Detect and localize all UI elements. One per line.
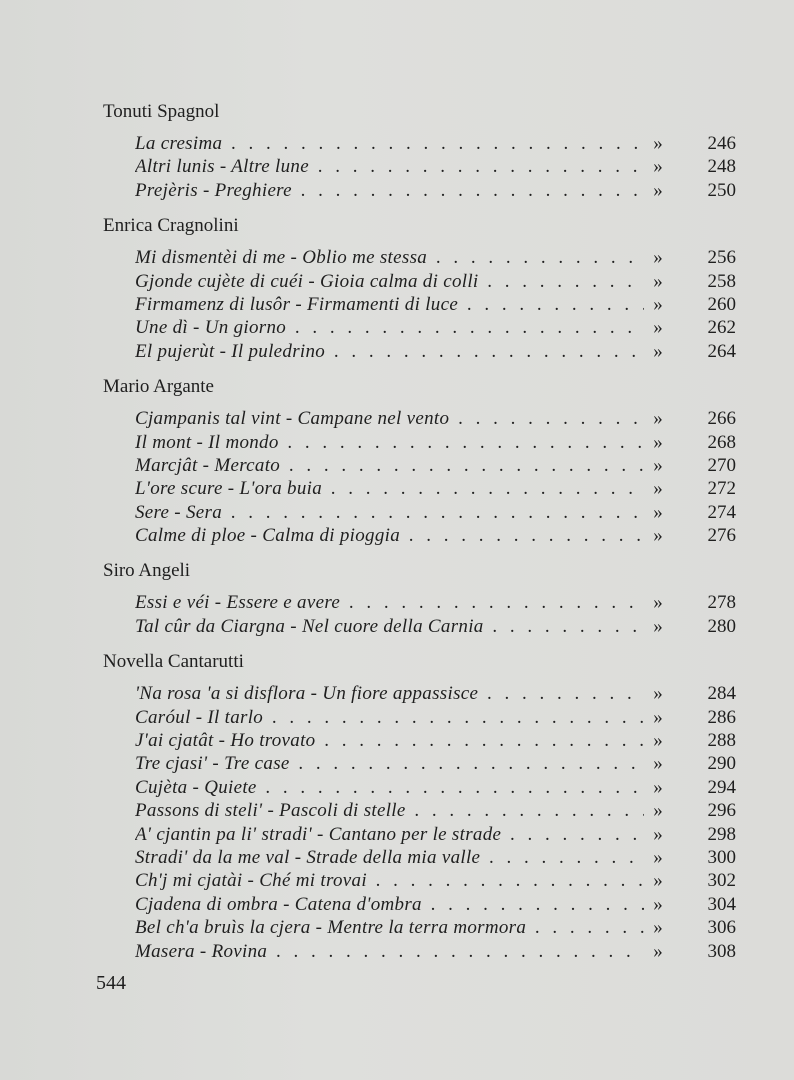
- toc-entry: [0, 179, 794, 202]
- ditto-mark: »: [653, 133, 663, 154]
- toc-entry: [0, 846, 794, 869]
- toc-entry: [0, 340, 794, 363]
- entry-page-number: 262: [707, 317, 736, 339]
- toc-section: [0, 373, 794, 547]
- entry-title: Masera - Rovina . .: [135, 940, 644, 963]
- entry-page-number: 258: [707, 270, 736, 292]
- page-number: 544: [96, 972, 126, 994]
- ditto-mark: »: [653, 753, 663, 775]
- entry-title: Cjampanis tal vint - Campane nel vento . .: [135, 407, 644, 430]
- entry-title: Une dì - Un giorno . .: [135, 316, 644, 339]
- entry-page-number: 296: [707, 800, 736, 822]
- ditto-mark: »: [653, 893, 663, 915]
- ditto-mark: »: [653, 293, 663, 315]
- author-heading: Novella Cantarutti: [103, 651, 244, 673]
- entry-list: [0, 246, 794, 363]
- entry-list: [0, 591, 794, 638]
- entry-page-number: 304: [707, 893, 736, 915]
- entry-list: [0, 132, 794, 202]
- ditto-mark: »: [653, 501, 663, 523]
- entry-title: Sere - Sera . .: [135, 501, 644, 524]
- entry-title: Cujèta - Quiete . .: [135, 776, 644, 799]
- toc-entry: [0, 591, 794, 614]
- ditto-mark: »: [653, 776, 663, 798]
- entry-title: Stradi' da la me val - Strade della mia valle . .: [135, 846, 644, 869]
- author-heading: Mario Argante: [103, 376, 214, 398]
- author-heading: Enrica Cragnolini: [103, 215, 239, 237]
- entry-page-number: 280: [707, 615, 736, 637]
- toc-entry: [0, 893, 794, 916]
- toc-entry: [0, 501, 794, 524]
- toc-entry: [0, 132, 794, 155]
- ditto-mark: »: [653, 408, 663, 430]
- toc-entry: [0, 270, 794, 293]
- toc-entry: [0, 246, 794, 269]
- entry-list: [0, 682, 794, 963]
- ditto-mark: »: [653, 730, 663, 752]
- entry-title: 'Na rosa 'a si disflora - Un fiore appassisce . .: [135, 682, 644, 705]
- toc-entry: [0, 454, 794, 477]
- entry-page-number: 286: [707, 706, 736, 728]
- ditto-mark: »: [653, 800, 663, 822]
- ditto-mark: »: [653, 592, 663, 614]
- entry-list: [0, 407, 794, 547]
- ditto-mark: »: [653, 615, 663, 637]
- entry-page-number: 272: [707, 478, 736, 500]
- table-of-contents: [0, 92, 794, 973]
- entry-page-number: 246: [707, 133, 736, 154]
- toc-entry: [0, 752, 794, 775]
- ditto-mark: »: [653, 823, 663, 845]
- ditto-mark: »: [653, 340, 663, 362]
- ditto-mark: »: [653, 454, 663, 476]
- ditto-mark: »: [653, 683, 663, 705]
- toc-entry: [0, 706, 794, 729]
- ditto-mark: »: [653, 940, 663, 962]
- ditto-mark: »: [653, 846, 663, 868]
- entry-page-number: 276: [707, 525, 736, 547]
- entry-page-number: 256: [707, 247, 736, 269]
- entry-title: Altri lunis - Altre lune . .: [135, 155, 644, 178]
- entry-page-number: 302: [707, 870, 736, 892]
- entry-title: Essi e véi - Essere e avere . .: [135, 591, 644, 614]
- entry-title: L'ore scure - L'ora buia . .: [135, 477, 644, 500]
- ditto-mark: »: [653, 247, 663, 269]
- toc-entry: [0, 431, 794, 454]
- toc-entry: [0, 916, 794, 939]
- toc-entry: [0, 940, 794, 963]
- entry-page-number: 298: [707, 823, 736, 845]
- entry-page-number: 270: [707, 454, 736, 476]
- entry-title: El pujerùt - Il puledrino . .: [135, 340, 644, 363]
- entry-title: Gjonde cujète di cuéi - Gioia calma di colli . .: [135, 270, 644, 293]
- entry-title: Ch'j mi cjatài - Ché mi trovai . .: [135, 869, 644, 892]
- entry-title: Passons di steli' - Pascoli di stelle . .: [135, 799, 644, 822]
- toc-section: [0, 648, 794, 963]
- entry-title: Prejèris - Preghiere . .: [135, 179, 644, 202]
- toc-entry: [0, 407, 794, 430]
- entry-page-number: 248: [707, 156, 736, 178]
- entry-page-number: 300: [707, 846, 736, 868]
- toc-section: [0, 98, 794, 202]
- ditto-mark: »: [653, 478, 663, 500]
- entry-page-number: 290: [707, 753, 736, 775]
- toc-entry: [0, 524, 794, 547]
- entry-title: Bel ch'a bruìs la cjera - Mentre la terra mormora . .: [135, 916, 644, 939]
- entry-page-number: 250: [707, 179, 736, 201]
- ditto-mark: »: [653, 525, 663, 547]
- entry-page-number: 294: [707, 776, 736, 798]
- entry-page-number: 288: [707, 730, 736, 752]
- toc-section: [0, 212, 794, 363]
- entry-title: La cresima . .: [135, 132, 644, 155]
- ditto-mark: »: [653, 179, 663, 201]
- entry-title: A' cjantin pa li' stradi' - Cantano per le strade . .: [135, 823, 644, 846]
- toc-entry: [0, 615, 794, 638]
- entry-title: J'ai cjatât - Ho trovato . .: [135, 729, 644, 752]
- entry-title: Calme di ploe - Calma di pioggia . .: [135, 524, 644, 547]
- ditto-mark: »: [653, 317, 663, 339]
- ditto-mark: »: [653, 706, 663, 728]
- toc-entry: [0, 155, 794, 178]
- toc-entry: [0, 869, 794, 892]
- author-heading: Tonuti Spagnol: [103, 101, 220, 122]
- entry-title: Caróul - Il tarlo . .: [135, 706, 644, 729]
- ditto-mark: »: [653, 870, 663, 892]
- entry-page-number: 278: [707, 592, 736, 614]
- entry-title: Firmamenz di lusôr - Firmamenti di luce . .: [135, 293, 644, 316]
- entry-page-number: 264: [707, 340, 736, 362]
- toc-section: [0, 557, 794, 638]
- entry-page-number: 306: [707, 917, 736, 939]
- entry-title: Cjadena di ombra - Catena d'ombra . .: [135, 893, 644, 916]
- entry-title: Tre cjasi' - Tre case . .: [135, 752, 644, 775]
- entry-page-number: 266: [707, 408, 736, 430]
- entry-page-number: 308: [707, 940, 736, 962]
- toc-entry: [0, 799, 794, 822]
- toc-entry: [0, 823, 794, 846]
- entry-title: Il mont - Il mondo . .: [135, 431, 644, 454]
- entry-title: Tal cûr da Ciargna - Nel cuore della Carnia . .: [135, 615, 644, 638]
- entry-title: Marcjât - Mercato . .: [135, 454, 644, 477]
- toc-entry: [0, 682, 794, 705]
- entry-page-number: 274: [707, 501, 736, 523]
- entry-title: Mi dismentèi di me - Oblio me stessa . .: [135, 246, 644, 269]
- entry-page-number: 260: [707, 293, 736, 315]
- toc-entry: [0, 477, 794, 500]
- ditto-mark: »: [653, 917, 663, 939]
- entry-page-number: 268: [707, 431, 736, 453]
- ditto-mark: »: [653, 431, 663, 453]
- toc-entry: [0, 316, 794, 339]
- ditto-mark: »: [653, 270, 663, 292]
- author-heading: Siro Angeli: [103, 560, 191, 582]
- toc-entry: [0, 729, 794, 752]
- entry-page-number: 284: [707, 683, 736, 705]
- toc-entry: [0, 776, 794, 799]
- ditto-mark: »: [653, 156, 663, 178]
- toc-entry: [0, 293, 794, 316]
